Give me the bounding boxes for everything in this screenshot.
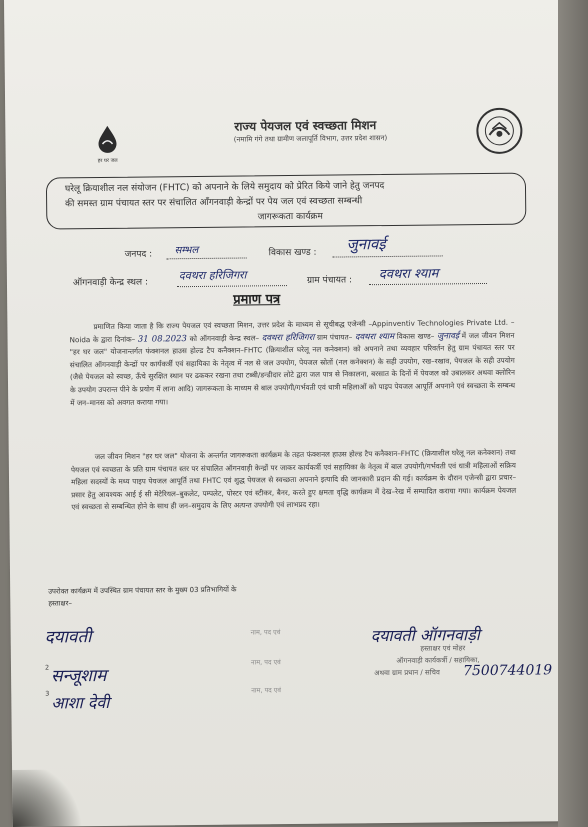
centre-label: ऑगनवाड़ी केन्द्र स्थल : (72, 277, 149, 289)
logo-left-text: हर घर जल (97, 157, 118, 165)
block-value: जुनावई (346, 235, 386, 254)
header-title: राज्य पेयजल एवं स्वच्छता मिशन (234, 118, 377, 134)
para1-text-5: में जल जीवन मिशन "हर घर जल" योजनान्तर्गत फंक्शनल हाउस होल्ड टैप कनैक्शन–FHTC (क्रियाशील घरेलू नल कनेक्शन) को अपनाने तथा व्यवहार परिवर्तन हेतु ग्राम पंचायत स्तर पर संचालित ऑगनवाड़ी केन्द्रों पर कार्यकर्त्री एवं सहायिका के नेतृत्व में नल से जल उपयोग, पेयजल स्रोतों (नल कनेक्शन) के सही उपयोग, रख–रखाव, पेयजल के सही उपयोग (जैसे पेयजल को स्वच्छ, ऊँचे सुरक्षित स्थान पर ढककर रखना तथा टब्बी/डन्डीदार लोटे द्वारा जल पात्र से निकालना, बरसात के दिनों में पेयजल को उबालकर अथवा क्लोरिन के उपयोग उपरान्त पीने के प्रयोग में लाना आदि) जागरूकता के माध्यम से बाल उपयोगी/गर्भवती एवं धात्री महिलाओं को पाइप पेयजल आपूर्ति अपनाने एवं स्वच्छता के सम्बन्ध में जन–मानस को अवगत कराया गया। (69, 330, 516, 407)
header-subtitle: (नमामि गंगे तथा ग्रामीण जलापूर्ति विभाग, उत्तर प्रदेश शासन) (233, 133, 388, 144)
gp-value: दवथरा श्याम (378, 266, 439, 283)
phone-number: 7500744019 (462, 662, 553, 680)
banner-line-2: की समस्त ग्राम पंचायत स्तर पर संचालित आँगनवाड़ी केन्द्रों पर पेय जल एवं स्वच्छता सम्बन्धी (65, 196, 363, 210)
participant-signature-3: आशा देवी (51, 692, 110, 713)
gp-label: ग्राम पंचायत : (306, 275, 353, 286)
para1-gp-name: दवथरा श्याम (354, 331, 395, 342)
certificate-page (4, 0, 573, 827)
har-ghar-jal-logo (85, 124, 130, 176)
participant-mid-label-1: नाम, पद एवं (250, 628, 281, 637)
water-drop-icon (92, 124, 122, 154)
signature-label-2: ऑगनवाड़ी कार्यकर्त्री / सहायिका, (396, 656, 480, 665)
centre-underline (177, 285, 287, 287)
para1-text-2: को ऑगनवाड़ी केन्द्र स्थल– (189, 332, 260, 343)
seal-icon (475, 107, 524, 156)
anganwadi-signature: दयावती ऑगनवाड़ी (370, 625, 480, 646)
centre-value: दवथरा हरिजिगरा (178, 268, 247, 283)
certificate-paragraph-2: जल जीवन मिशन "हर घर जल" योजना के अन्तर्गत जागरूकता कार्यक्रम के तहत फंक्शनल हाउस होल्ड टैप कनैक्शन–FHTC (क्रियाशील घरेलू नल कनेक्शन) तथा पेयजल एवं स्वच्छता के प्रति ग्राम पंचायत स्तर पर संचालित ऑगनवाड़ी केन्द्रों पर जाकर कार्यकर्त्री एवं सहायिका के नेतृत्व में बाल उपयोगी/गर्भवती एवं धात्री महिलाओं सक्रिय महिला सदस्यों के मध्य पाइप पेयजल आपूर्ति तथा FHTC एवं शुद्ध पेयजल से स्वच्छता अपनाने इत्यादि की जानकारी प्रदान की गई। कार्यक्रम के दौरान एजेन्सी द्वारा प्रचार–प्रसार हेतु आवश्यक आई ई सी मेटेरियल–बुकलेट, पम्पलेट, पोस्टर एवं स्टीकर, बैनर, करते हुए क्षमता वृद्धि कार्यक्रम में देख–रेख में सम्पादित कराया गया। कार्यक्रम पेयजल एवं स्वच्छता से सम्बन्धित होने के साथ ही जन–समुदाय के लिए अत्यन्त उपयोगी एवं लाभप्रद रहा। (70, 447, 517, 512)
banner-line-1: घरेलू क्रियाशील नल संयोजन (FHTC) को अपनाने के लिये समुदाय को प्रेरित किये जाने हेतु जनपद (64, 181, 385, 195)
event-date: 31 08.2023 (137, 333, 187, 345)
participant-number-3: 3 (45, 689, 50, 698)
gp-underline (369, 283, 487, 285)
district-underline (167, 257, 247, 259)
signature-label-3: अथवा ग्राम प्रधान / सचिव (374, 668, 440, 678)
participant-number-2: 2 (44, 663, 50, 672)
para1-text-3: ग्राम पंचायत– (316, 331, 353, 342)
district-value: सम्भल (174, 244, 199, 257)
para1-text-4: विकास खण्ड– (396, 331, 435, 341)
block-underline (333, 255, 443, 257)
banner-line-3: जागरूकता कार्यक्रम (257, 211, 323, 223)
participant-signature-2: सन्जूशाम (50, 665, 107, 687)
block-label: विकास खण्ड : (268, 247, 317, 259)
participant-signature-1: दयावती (44, 627, 92, 648)
signature-label-1: हस्ताक्षर एवं मोहर (420, 644, 466, 653)
participants-intro: उपरोक्त कार्यक्रम में उपस्थित ग्राम पंचायत स्तर के मुख्य 03 प्रतिभागियों के (48, 585, 237, 596)
shadow-corner (12, 769, 83, 827)
background-strip (558, 0, 588, 827)
up-government-seal (475, 107, 524, 156)
participants-sig-label: हस्ताक्षर– (48, 599, 72, 608)
certificate-paragraph-1 (69, 317, 515, 410)
district-label: जनपद : (124, 249, 153, 260)
programme-banner (46, 173, 527, 230)
para1-block-name: जुनावई (436, 330, 460, 342)
participant-mid-label-3: नाम, पद एवं (251, 686, 282, 695)
participant-mid-label-2: नाम, पद एवं (250, 658, 281, 667)
para1-text-1: प्रमाणित किया जाता है कि राज्य पेयजल एवं स्वच्छता मिशन, उत्तर प्रदेश के माध्यम से सूचीबद्ध एजेन्सी –Appinventiv Technologies Private Ltd. – Noida के द्वारा दिनांक– (69, 317, 515, 344)
certificate-heading: प्रमाण पत्र (233, 292, 281, 308)
para1-centre-name: दवथरा हरिजिगरा (261, 332, 315, 343)
